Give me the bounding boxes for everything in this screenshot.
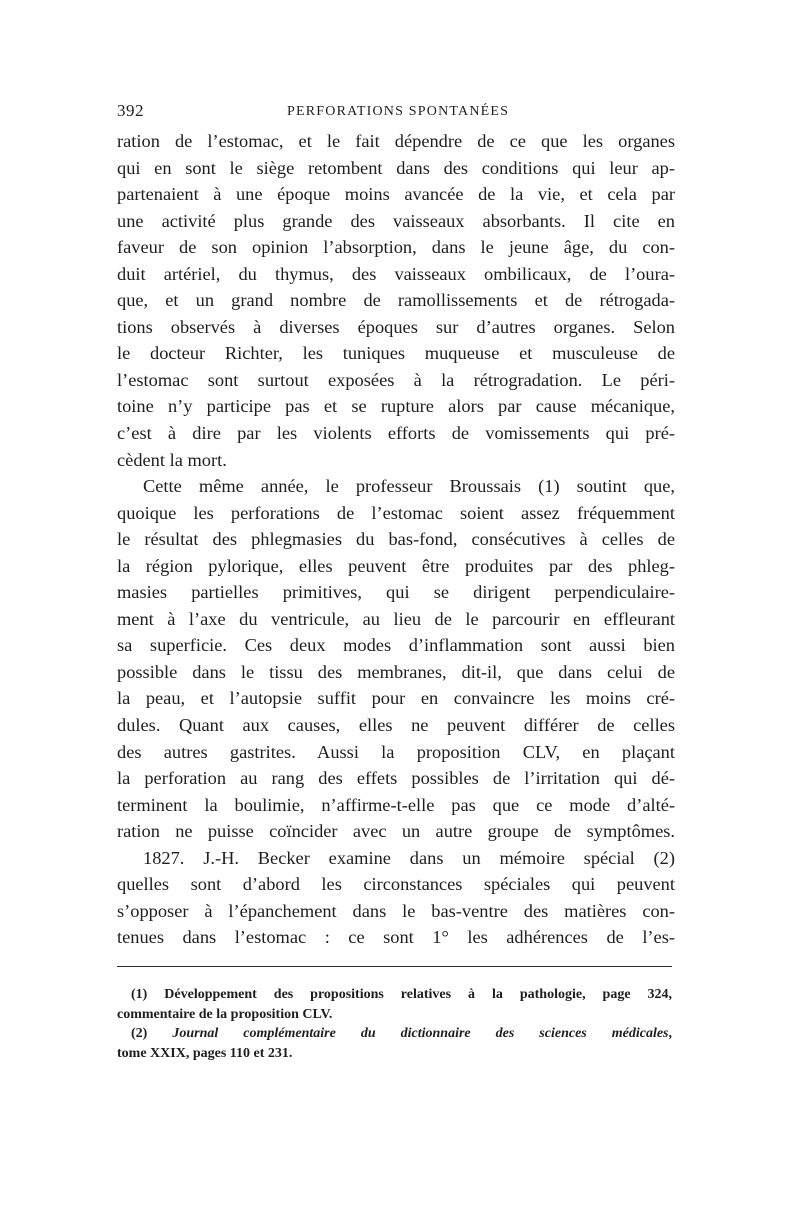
text-line: ration ne puisse coïncider avec un autre groupe de symptômes. [117, 821, 675, 842]
paragraph-end-line: cèdent la mort. [117, 449, 227, 470]
text-line: la peau, et l’autopsie suffit pour en convaincre les moins cré- [117, 688, 675, 709]
text-line: une activité plus grande des vaisseaux absorbants. Il cite en [117, 210, 675, 231]
text-line: la perforation au rang des effets possibles de l’irritation qui dé- [117, 768, 675, 789]
paragraph-start-line: Cette même année, le professeur Broussais (1) soutint que, [143, 476, 675, 497]
text-line: que, et un grand nombre de ramollissements et de rétrogada- [117, 290, 675, 311]
footnote-2-comma: , [668, 1026, 673, 1042]
footnotes [117, 985, 672, 1063]
text-line: quoique les perforations de l’estomac soient assez fréquemment [117, 502, 675, 523]
text-line: partenaient à une époque moins avancée de la vie, et cela par [117, 184, 675, 205]
page-number: 392 [117, 101, 144, 120]
text-line: toine n’y participe pas et se rupture alors par cause mécanique, [117, 396, 675, 417]
text-line: l’estomac sont surtout exposées à la rétrogradation. Le péri- [117, 369, 675, 390]
text-line: terminent la boulimie, n’affirme-t-elle pas que ce mode d’alté- [117, 794, 675, 815]
text-line: masies partielles primitives, qui se dirigent perpendiculaire- [117, 582, 675, 603]
text-line: s’opposer à l’épanchement dans le bas-ventre des matières con- [117, 900, 675, 921]
page-header [117, 101, 677, 125]
running-head: PERFORATIONS SPONTANÉES [287, 104, 510, 119]
footnote-2-line: tome XXIX, pages 110 et 231. [117, 1045, 293, 1061]
text-line: dules. Quant aux causes, elles ne peuvent différer de celles [117, 715, 675, 736]
text-line: quelles sont d’abord les circonstances spéciales qui peuvent [117, 874, 675, 895]
text-line: le docteur Richter, les tuniques muqueuse et musculeuse de [117, 343, 675, 364]
text-line: des autres gastrites. Aussi la proposition CLV, en plaçant [117, 741, 675, 762]
footnote-1-line: (1) Développement des propositions relatives à la pathologie, page 324, [131, 987, 672, 1002]
text-line: la région pylorique, elles peuvent être produites par des phleg- [117, 555, 675, 576]
text-line: c’est à dire par les violents efforts de vomissements qui pré- [117, 423, 675, 444]
text-line: ration de l’estomac, et le fait dépendre de ce que les organes [117, 131, 675, 151]
text-line: le résultat des phlegmasies du bas-fond, consécutives à celles de [117, 529, 675, 550]
text-line: possible dans le tissu des membranes, dit-il, que dans celui de [117, 661, 675, 682]
text-line: tenues dans l’estomac : ce sont 1° les adhérences de l’es- [117, 927, 675, 948]
text-line: sa superficie. Ces deux modes d’inflammation sont aussi bien [117, 635, 675, 656]
text-line: tions observés à diverses époques sur d’autres organes. Selon [117, 316, 675, 337]
text-line: ment à l’axe du ventricule, au lieu de le parcourir en effleurant [117, 608, 675, 629]
text-line: qui en sont le siège retombent dans des conditions qui leur ap- [117, 157, 675, 178]
paragraph-start-line: 1827. J.-H. Becker examine dans un mémoire spécial (2) [143, 847, 675, 868]
text-line: duit artériel, du thymus, des vaisseaux ombilicaux, de l’oura- [117, 263, 675, 284]
footnote-1-line: commentaire de la proposition CLV. [117, 1006, 333, 1022]
text-line: faveur de son opinion l’absorption, dans le jeune âge, du con- [117, 237, 675, 258]
body-text [117, 128, 675, 951]
footnote-2-journal-title: Journal complémentaire du dictionnaire des sciences médicales [172, 1026, 669, 1042]
footnote-2-line [117, 1024, 672, 1044]
footnote-divider [117, 966, 672, 967]
footnote-2-marker: (2) [131, 1026, 148, 1042]
